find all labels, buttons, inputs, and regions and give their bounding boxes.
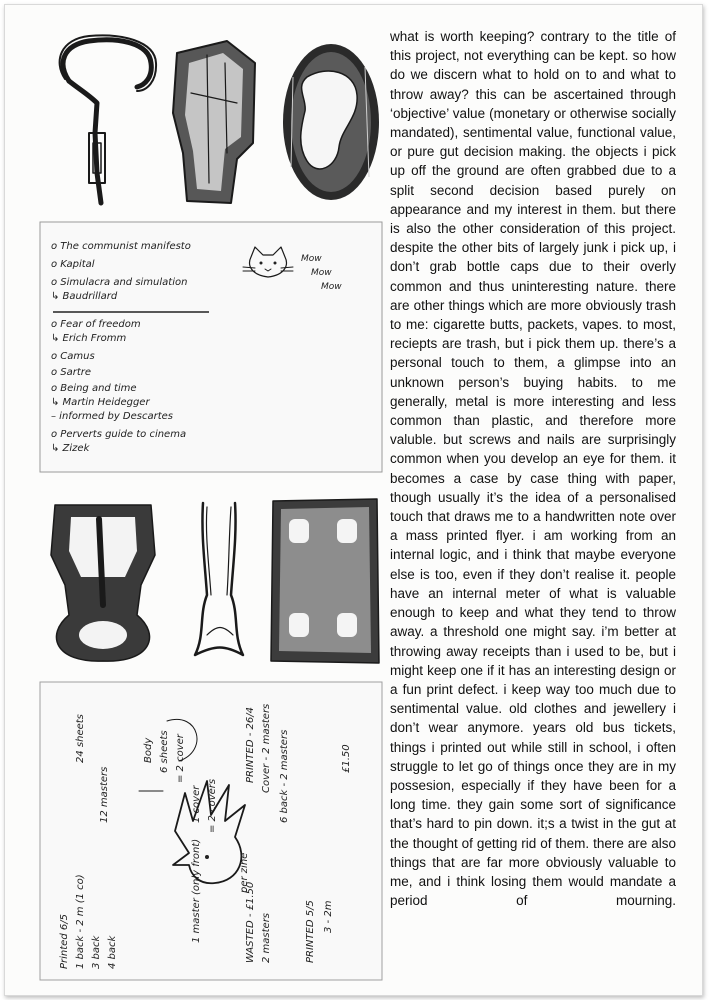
note-line: o Kapital bbox=[51, 259, 95, 270]
zipper-pull-sketch bbox=[41, 495, 165, 665]
meow-text: Mow bbox=[301, 254, 322, 264]
note-line: ↳ Erich Fromm bbox=[51, 333, 127, 344]
ledger-line: £1.50 bbox=[341, 744, 352, 773]
ledger-line: 1 cover bbox=[191, 785, 202, 823]
ledger-line: 24 sheets bbox=[75, 714, 86, 763]
note-line: – informed by Descartes bbox=[51, 411, 173, 422]
handwritten-reading-list-note bbox=[39, 221, 383, 473]
note-line: o Perverts guide to cinema bbox=[51, 429, 187, 440]
note-line: o Sartre bbox=[51, 367, 92, 378]
ledger-line: 2 masters bbox=[261, 912, 272, 963]
hairpin-sketch bbox=[185, 495, 255, 665]
ledger-line: Cover - 2 masters bbox=[261, 703, 272, 793]
note-line: o Simulacra and simulation bbox=[51, 277, 188, 288]
meow-text: Mow bbox=[321, 282, 342, 292]
ledger-line: 4 back bbox=[107, 935, 118, 969]
note-line: o Being and time bbox=[51, 383, 137, 394]
note-line: o Fear of freedom bbox=[51, 319, 141, 330]
ledger-line: WASTED - £1.50 bbox=[245, 881, 256, 963]
ledger-line: 1 master (only front) bbox=[191, 838, 202, 943]
note-line: o The communist manifesto bbox=[51, 241, 191, 252]
ledger-line: 3 back bbox=[91, 935, 102, 969]
note-line: ↳ Baudrillard bbox=[51, 291, 118, 302]
document-page bbox=[4, 4, 703, 996]
ledger-line: 3 - 2m bbox=[323, 900, 334, 933]
ledger-line: Body bbox=[143, 737, 154, 763]
ledger-line: PRINTED 5/5 bbox=[305, 900, 316, 963]
ledger-line: per zine bbox=[239, 852, 250, 893]
essay-body-text: what is worth keeping? contrary to the title of this project, not everything can be kept. so how do we discern what to hold on to and what to throw away? this can be ascertained through ‘objective’ value (monetary or otherwise socially mandated), sentimental value, functional value, or pure gut decision making. the objects i pick up off the ground are often grabbed due to a split second decision based purely on appearance and my interest in them. but there is also the other consideration of this project. despite the other bits of largely junk i pick up, i don’t grab bottle caps due to their overly common and thus uninteresting nature. there are other things which are more obviously trash to me: cigarette butts, packets, vapes. to most, reciepts are trash, but i pick them up. there’s a personal touch to them, a glimpse into an unknown person’s buying habits. to me generally, metal is more interesting and less common than plastic, and therefore more valuble. but screws and nails are surprisingly common when you develop an eye for them. it becomes a case by case thing with paper, though usually it’s the idea of a personalised touch that draws me to a handwritten note over a mass printed flyer. i am working from an internal logic, and i think that maybe everyone else is too, even if they don’t realise it. people have an internal meter of what is valuable enough to keep and what they tend to throw away. a threshold one might say. i’m better at throwing away receipts than i used to be, but i might keep one if it has an interesting design or a fun print defect. i keep way too much due to sentimental value. old clothes and jewellery i don’t wear anymore. years old bus tickets, things i printed out while still in school, i often struggle to let go of things once they are in my possesion, especially if they have been for a long time. they gain some sort of significance that’s hard to pin down. it;s a twist in the gut at the thought of getting rid of them. there are also things that are far more obviously valuable to me, and i think losing them would mandate a period of mourning. bbox=[390, 29, 676, 909]
handwritten-print-ledger bbox=[39, 681, 383, 981]
bent-wire-hook-sketch bbox=[49, 33, 161, 208]
folded-metal-clip-sketch bbox=[167, 33, 267, 208]
ledger-line: = 2 covers bbox=[207, 778, 218, 833]
meow-text: Mow bbox=[311, 268, 332, 278]
ledger-line: PRINTED - 26/4 bbox=[245, 707, 256, 783]
ledger-line: Printed 6/5 bbox=[59, 914, 70, 969]
ledger-line: 1 back - 2 m (1 co) bbox=[75, 874, 86, 969]
note-line: ↳ Zizek bbox=[51, 443, 90, 454]
ledger-line: 12 masters bbox=[99, 766, 110, 823]
stamped-metal-plate-sketch bbox=[267, 495, 383, 667]
ledger-line: 6 back - 2 masters bbox=[279, 729, 290, 823]
ledger-line: = 2 cover bbox=[175, 734, 186, 783]
ledger-line: 6 sheets bbox=[159, 730, 170, 773]
oval-ring-bracelet-sketch bbox=[277, 37, 385, 207]
note-line: o Camus bbox=[51, 351, 95, 362]
note-line: ↳ Martin Heidegger bbox=[51, 397, 150, 408]
